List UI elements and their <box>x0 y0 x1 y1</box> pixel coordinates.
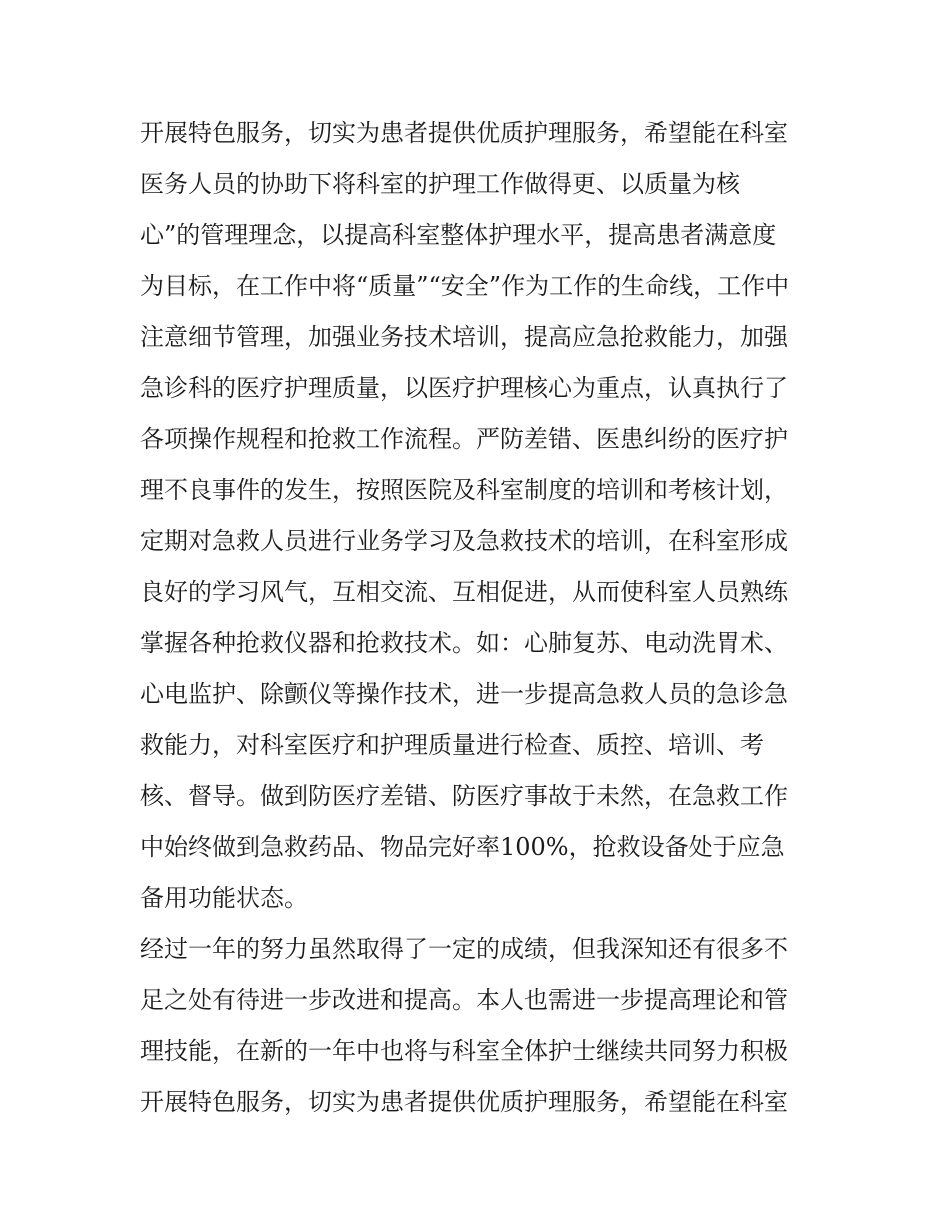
text-line: 开展特色服务，切实为患者提供优质护理服务，希望能在科室 <box>140 119 788 147</box>
text-line: 足之处有待进一步改进和提高。本人也需进一步提高理论和管 <box>140 986 788 1014</box>
text-line: 经过一年的努力虽然取得了一定的成绩，但我深知还有很多不 <box>140 935 788 963</box>
text-line: 注意细节管理，加强业务技术培训，提高应急抢救能力，加强 <box>140 323 788 351</box>
text-line: 理技能，在新的一年中也将与科室全体护士继续共同努力积极 <box>140 1037 788 1065</box>
text-line: 中始终做到急救药品、物品完好率100%，抢救设备处于应急 <box>140 833 785 861</box>
text-line: 心”的管理理念，以提高科室整体护理水平，提高患者满意度 <box>140 221 777 249</box>
text-line: 核、督导。做到防医疗差错、防医疗事故于未然，在急救工作 <box>140 782 788 810</box>
text-line: 备用功能状态。 <box>140 884 308 912</box>
text-line: 开展特色服务，切实为患者提供优质护理服务，希望能在科室 <box>140 1088 788 1116</box>
text-line: 各项操作规程和抢救工作流程。严防差错、医患纠纷的医疗护 <box>140 425 788 453</box>
text-line: 医务人员的协助下将科室的护理工作做得更、以质量为核 <box>140 170 740 198</box>
text-line: 良好的学习风气，互相交流、互相促进，从而使科室人员熟练 <box>140 578 788 606</box>
document-page <box>140 108 820 1128</box>
text-line: 救能力，对科室医疗和护理质量进行检查、质控、培训、考 <box>140 731 764 759</box>
text-line: 为目标，在工作中将“质量”“安全”作为工作的生命线，工作中 <box>140 272 790 300</box>
text-line: 心电监护、除颤仪等操作技术，进一步提高急救人员的急诊急 <box>140 680 788 708</box>
text-line: 掌握各种抢救仪器和抢救技术。如：心肺复苏、电动洗胃术、 <box>140 629 788 657</box>
text-line: 急诊科的医疗护理质量，以医疗护理核心为重点，认真执行了 <box>140 374 788 402</box>
text-line: 定期对急救人员进行业务学习及急救技术的培训，在科室形成 <box>140 527 788 555</box>
text-line: 理不良事件的发生，按照医院及科室制度的培训和考核计划， <box>140 476 788 504</box>
